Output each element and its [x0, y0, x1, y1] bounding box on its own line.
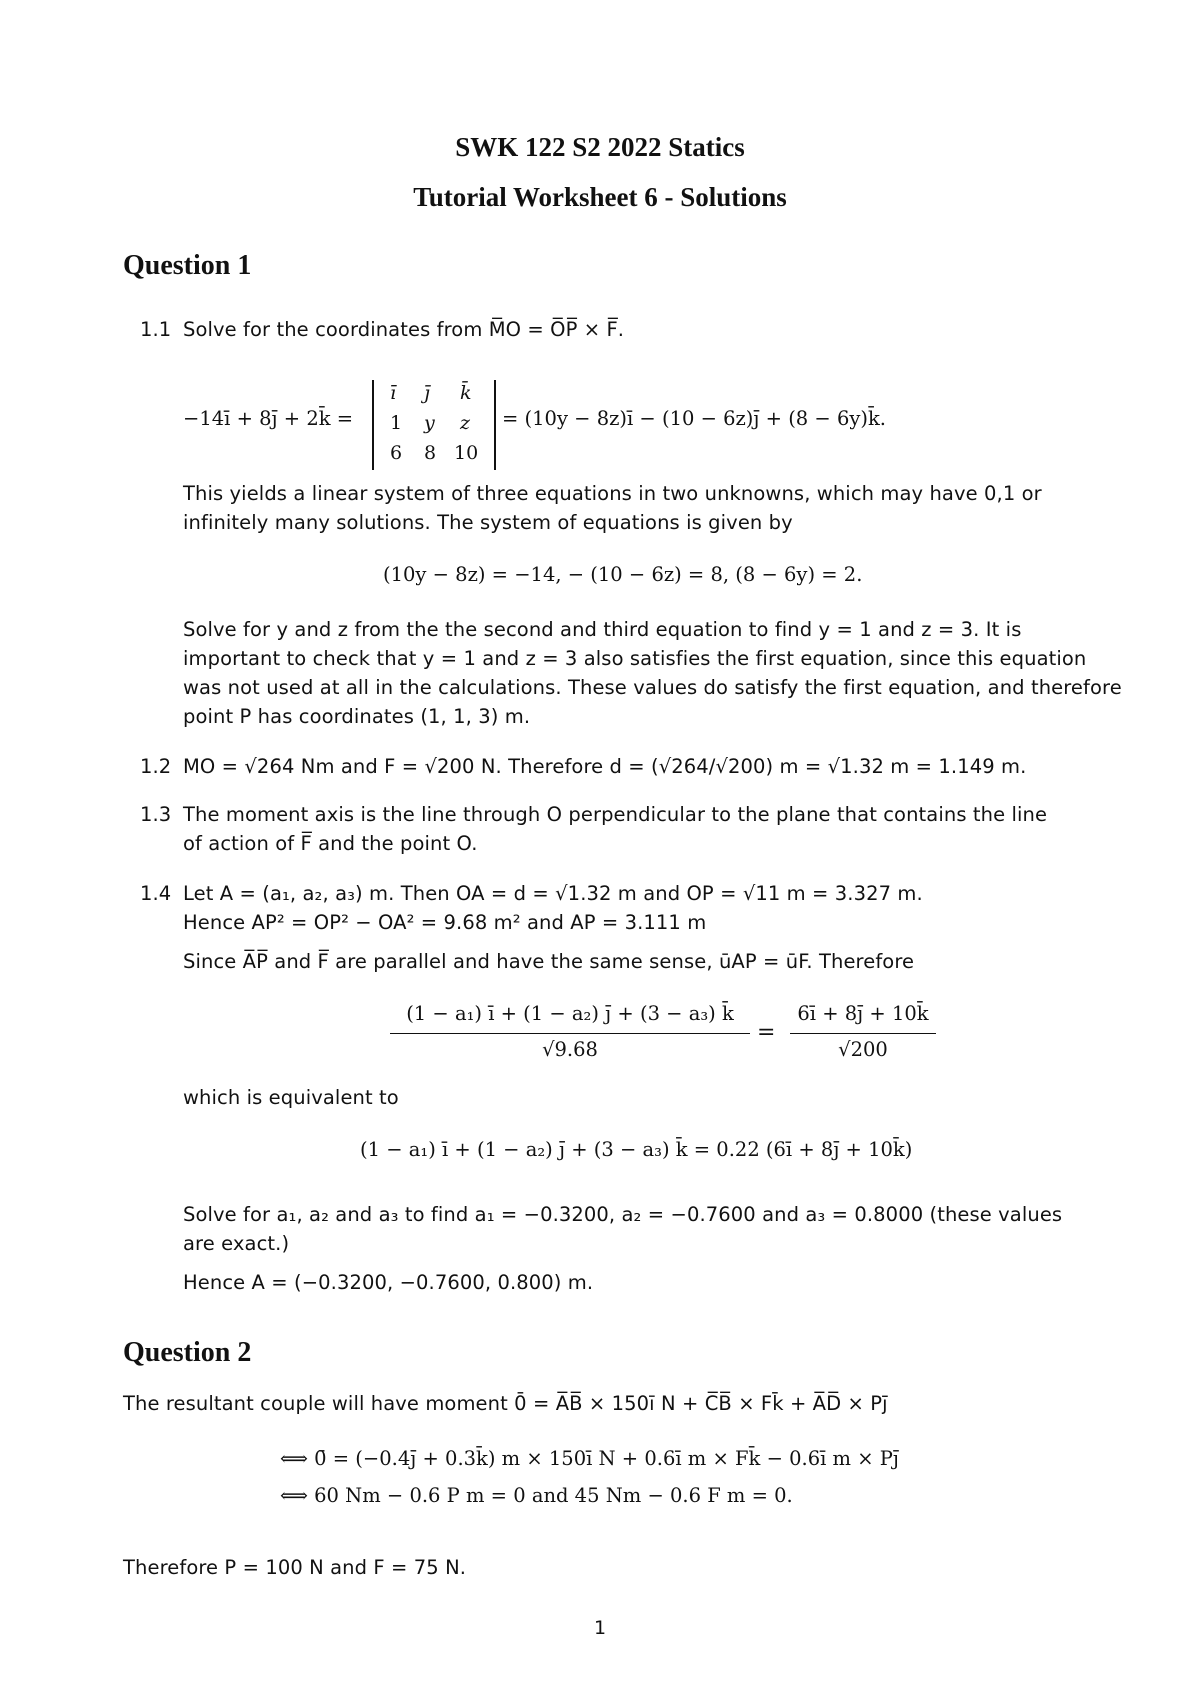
- question-2-equation-2: ⟺ 60 Nm − 0.6 P m = 0 and 45 Nm − 0.6 F m = 0.: [280, 1484, 793, 1507]
- item-number-1-2: 1.2: [140, 755, 172, 778]
- item-1-1-p2-line4: point P has coordinates (1, 1, 3) m.: [183, 705, 531, 728]
- fraction-right-bar: [790, 1033, 936, 1034]
- fraction-right-denominator: √200: [838, 1038, 888, 1061]
- det-r2c3: z: [460, 412, 471, 434]
- item-1-4-solve-line1: Solve for a₁, a₂ and a₃ to find a₁ = −0.3200, a₂ = −0.7600 and a₃ = 0.8000 (these values: [183, 1203, 1063, 1226]
- item-1-4-line1: Let A = (a₁, a₂, a₃) m. Then OA = d = √1.32 m and OP = √11 m = 3.327 m.: [183, 882, 923, 905]
- fraction-equals: =: [757, 1020, 776, 1045]
- document-subtitle: Tutorial Worksheet 6 - Solutions: [413, 182, 787, 212]
- det-r3c2: 8: [424, 442, 437, 464]
- item-1-3-line1: The moment axis is the line through O perpendicular to the plane that contains the line: [183, 803, 1048, 826]
- item-1-4-hence: Hence A = (−0.3200, −0.7600, 0.800) m.: [183, 1271, 594, 1294]
- det-r2c1: 1: [390, 412, 403, 434]
- document-title: SWK 122 S2 2022 Statics: [455, 132, 745, 162]
- item-1-1-system-equations: (10y − 8z) = −14, − (10 − 6z) = 8, (8 − 6y) = 2.: [383, 563, 863, 586]
- item-1-4-equiv-equation: (1 − a₁) ī + (1 − a₂) j̄ + (3 − a₃) k̄ = 0.22 (6ī + 8j̄ + 10k̄): [360, 1138, 913, 1161]
- question-1-heading: Question 1: [123, 250, 252, 281]
- item-1-1-p2-line1: Solve for y and z from the the second and third equation to find y = 1 and z = 3. It is: [183, 618, 1022, 641]
- question-2-intro: The resultant couple will have moment 0̄ = A̅B̅ × 150ī N + C̅B̅ × Fk̄ + A̅D̅ × Pj̄: [123, 1392, 888, 1415]
- item-1-1-p1-line1: This yields a linear system of three equations in two unknowns, which may have 0,1 or: [183, 482, 1042, 505]
- item-1-4-equiv-text: which is equivalent to: [183, 1086, 399, 1109]
- determinant-matrix: [372, 380, 496, 470]
- fraction-right-numerator: 6ī + 8j̄ + 10k̄: [797, 1002, 929, 1025]
- item-number-1-3: 1.3: [140, 803, 172, 826]
- item-number-1-1: 1.1: [140, 318, 172, 341]
- fraction-left: [390, 1000, 750, 1070]
- det-r1c3: k̄: [460, 382, 472, 404]
- item-1-1-p2-line2: important to check that y = 1 and z = 3 also satisfies the first equation, since this equation: [183, 647, 1087, 670]
- fraction-right: [790, 1000, 936, 1070]
- det-r2c2: y: [424, 412, 435, 434]
- item-1-3-line2: of action of F̅ and the point O.: [183, 832, 478, 855]
- item-number-1-4: 1.4: [140, 882, 172, 905]
- fraction-left-numerator: (1 − a₁) ī + (1 − a₂) j̄ + (3 − a₃) k̄: [406, 1002, 734, 1025]
- item-1-1-intro: Solve for the coordinates from M̅O = O̅P̅ × F̅.: [183, 318, 625, 341]
- item-1-2-text: MO = √264 Nm and F = √200 N. Therefore d = (√264/√200) m = √1.32 m = 1.149 m.: [183, 755, 1027, 778]
- page-number: 1: [593, 1617, 607, 1639]
- det-r1c2: j̄: [424, 382, 430, 404]
- item-1-1-p2-line3: was not used at all in the calculations. These values do satisfy the first equation, and therefore: [183, 676, 1122, 699]
- fraction-left-denominator: √9.68: [542, 1038, 598, 1061]
- item-1-1-rhs: = (10y − 8z)ī − (10 − 6z)j̄ + (8 − 6y)k̄.: [502, 407, 886, 430]
- item-1-4-solve-line2: are exact.): [183, 1232, 290, 1255]
- item-1-1-lhs: −14ī + 8j̄ + 2k̄ =: [183, 407, 354, 430]
- det-r3c3: 10: [454, 442, 479, 464]
- question-2-heading: Question 2: [123, 1337, 252, 1368]
- question-2-conclusion: Therefore P = 100 N and F = 75 N.: [123, 1556, 467, 1579]
- det-r1c1: ī: [390, 382, 397, 404]
- item-1-4-line3: Since A̅P̅ and F̅ are parallel and have the same sense, ūAP = ūF. Therefore: [183, 950, 915, 973]
- question-2-equation-1: ⟺ 0̄ = (−0.4j̄ + 0.3k̄) m × 150ī N + 0.6ī m × Fk̄ − 0.6ī m × Pj̄: [280, 1447, 899, 1470]
- item-1-1-p1-line2: infinitely many solutions. The system of equations is given by: [183, 511, 793, 534]
- fraction-left-bar: [390, 1033, 750, 1034]
- item-1-4-line2: Hence AP² = OP² − OA² = 9.68 m² and AP = 3.111 m: [183, 911, 707, 934]
- det-r3c1: 6: [390, 442, 403, 464]
